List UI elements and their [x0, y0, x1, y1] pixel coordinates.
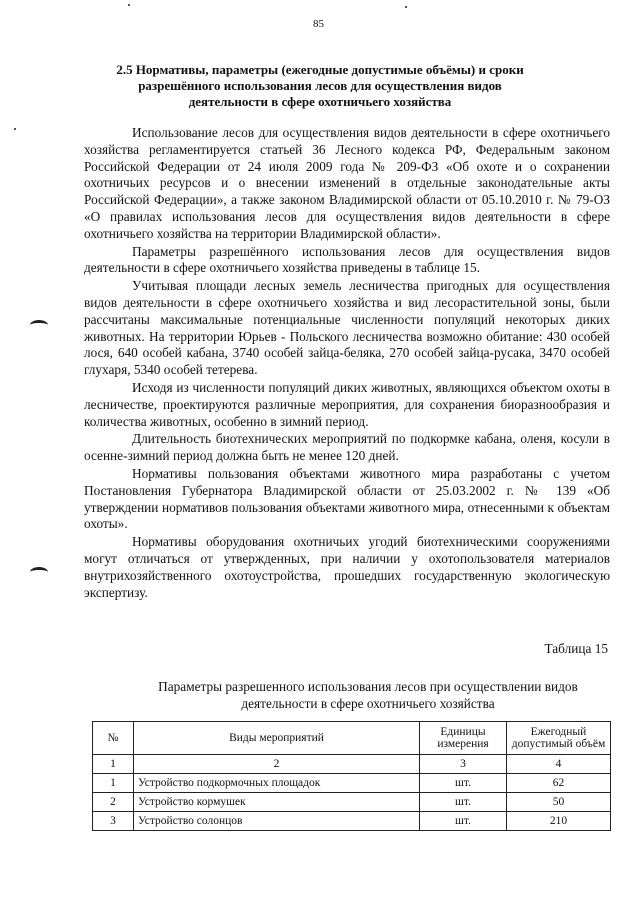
table-header-row: [93, 722, 611, 755]
binding-hole-mark: [30, 320, 48, 330]
scan-speck: [14, 128, 16, 130]
body-text: [84, 125, 610, 602]
row-num: 3: [93, 812, 134, 831]
row-volume: 210: [507, 812, 611, 831]
section-heading: 2.5 Нормативы, параметры (ежегодные допустимые объёмы) и сроки разрешённого использования лесов для осуществления видов деятельности в сфере охотничьего хозяйства: [116, 62, 524, 109]
row-num: 2: [93, 793, 134, 812]
header-num: №: [93, 722, 134, 755]
index-cell: 1: [93, 755, 134, 774]
table-row: [93, 774, 611, 793]
table-row: [93, 812, 611, 831]
header-name: Виды мероприятий: [134, 722, 420, 755]
index-cell: 2: [134, 755, 420, 774]
parameters-table: [92, 721, 611, 831]
index-cell: 4: [507, 755, 611, 774]
paragraph: Учитывая площади лесных земель лесничества пригодных для осуществления видов деятельности в сфере охотничьего хозяйства и вид лесорастительной зоны, были рассчитаны максимальные потенциальные численности популяций некоторых диких животных. На территории Юрьев - Польского лесничества возможно обитание: 430 особей лося, 640 особей кабана, 3740 особей зайца-беляка, 270 особей зайца-русака, 3470 особей глухаря, 5340 особей тетерева.: [84, 278, 610, 378]
table-caption: Параметры разрешенного использования лесов при осуществлении видов деятельности в сфере охотничьего хозяйства: [158, 679, 578, 711]
paragraph: Параметры разрешённого использования лесов для осуществления видов деятельности в сфере охотничьего хозяйства приведены в таблице 15.: [84, 243, 610, 276]
binding-hole-mark: [30, 567, 48, 577]
row-name: Устройство солонцов: [134, 812, 420, 831]
table-label: Таблица 15: [544, 641, 608, 656]
row-name: Устройство подкормочных площадок: [134, 774, 420, 793]
paragraph: Нормативы оборудования охотничьих угодий биотехническими сооружениями могут отличаться от утвержденных, при наличии у охотопользователя материалов внутрихозяйственного охотоустройства, прошедших государственную экологическую экспертизу.: [84, 534, 610, 600]
scan-speck: [405, 6, 407, 8]
row-unit: шт.: [420, 812, 507, 831]
table-index-row: [93, 755, 611, 774]
page-number: 85: [313, 18, 324, 30]
row-volume: 50: [507, 793, 611, 812]
scan-speck: [128, 4, 130, 6]
row-name: Устройство кормушек: [134, 793, 420, 812]
row-volume: 62: [507, 774, 611, 793]
index-cell: 3: [420, 755, 507, 774]
row-unit: шт.: [420, 793, 507, 812]
header-unit: Единицы измерения: [420, 722, 507, 755]
paragraph: Использование лесов для осуществления видов деятельности в сфере охотничьего хозяйства регламентируется статьей 36 Лесного кодекса РФ, Федеральным законом Российской Федерации от 24 июля 2009 года № 209-ФЗ «Об охоте и о сохранении охотничьих ресурсов и о внесении изменений в отдельные законодательные акты Российской Федерации», а также законом Владимирской области от 05.10.2010 г. № 79-ОЗ «О правилах использования лесов для осуществления видов деятельности в сфере охотничьего хозяйства на территории Владимирской области».: [84, 125, 610, 241]
header-volume: Ежегодный допустимый объём: [507, 722, 611, 755]
row-num: 1: [93, 774, 134, 793]
paragraph: Исходя из численности популяций диких животных, являющихся объектом охоты в лесничестве, проектируются различные мероприятия, для сохранения биоразнообразия и количества животных, особенно в зимний период.: [84, 379, 610, 429]
paragraph: Длительность биотехнических мероприятий по подкормке кабана, оленя, косули в осенне-зимний период должна быть не менее 120 дней.: [84, 431, 610, 464]
paragraph: Нормативы пользования объектами животного мира разработаны с учетом Постановления Губернатора Владимирской области от 25.03.2002 г. № 139 «Об утверждении нормативов пользования объектами животного мира, отнесенными к объектам охоты».: [84, 465, 610, 532]
table-row: [93, 793, 611, 812]
row-unit: шт.: [420, 774, 507, 793]
